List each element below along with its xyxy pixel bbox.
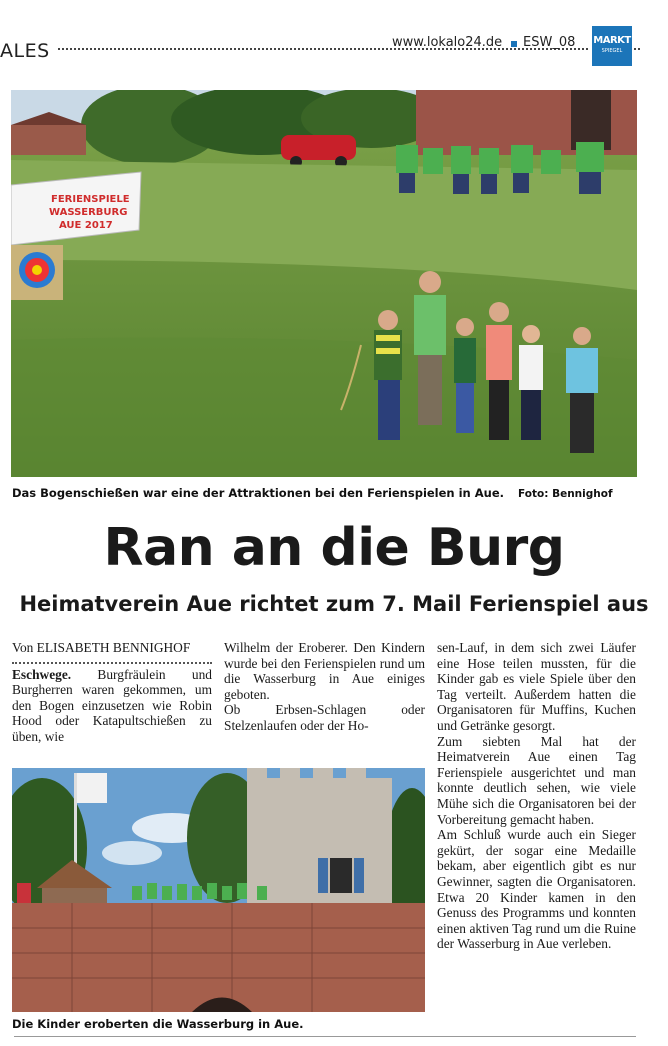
- article-column-3: [437, 640, 636, 952]
- article-column-1: [12, 640, 212, 745]
- logo-text: MARKT: [593, 35, 631, 46]
- photo1-caption: Das Bogenschießen war eine der Attraktionen bei den Ferienspielen in Aue.: [12, 486, 505, 500]
- column-1-text: Burgfräulein und Burgherren waren gekommen, um den Bogen einzusetzen wie Robin Hood oder Katapultschießen zu üben, wie: [12, 666, 212, 744]
- column-1-lead: [12, 667, 212, 745]
- banner-line-1: FERIENSPIELE: [51, 194, 130, 205]
- article-subheadline: Heimatverein Aue richtet zum 7. Mail Ferienspiel aus: [19, 592, 649, 616]
- column-3-paragraph-3: Am Schluß wurde auch ein Sieger gekürt, der sogar eine Medaille bekam, aber eigentlich gibt es nur Gewinner, sagten die Organisatoren. Etwa 20 Kinder kamen in den Genuss des Programms und konnten einen aktiven Tag rund um die Ruine der Wasserburg in Aue verleben.: [437, 827, 636, 952]
- header-dotted-rule: [58, 48, 588, 50]
- photo1-credit: Foto: Bennighof: [518, 488, 613, 500]
- section-label: ALES: [0, 40, 50, 62]
- column-3-paragraph-1: sen-Lauf, in dem sich zwei Läufer eine Hose teilen mussten, für die Kinder gab es viele Spiele über den Tag verteilt. Außerdem hatten die Organisatoren für Muffins, Kuchen und Getränke gesorgt.: [437, 640, 636, 733]
- markt-spiegel-logo: [592, 26, 632, 66]
- archery-photo-graphic: [11, 90, 637, 477]
- dateline: Eschwege.: [12, 666, 72, 682]
- column-3-paragraph-2: Zum siebten Mal hat der Heimatverein Aue einen Tag Ferienspiele ausgerichtet und man konnte deutlich sehen, wie viele Mühe sich die Organisatoren bei der Vorbereitung gemacht haben.: [437, 733, 636, 827]
- separator-square-icon: [511, 41, 517, 47]
- castle-photo-graphic: [12, 768, 425, 1012]
- archery-photo: [11, 90, 637, 477]
- page-number: ESW_08: [523, 35, 576, 50]
- photo2-caption: Die Kinder eroberten die Wasserburg in Aue.: [12, 1017, 304, 1031]
- website-url[interactable]: www.lokalo24.de: [392, 35, 503, 50]
- byline: Von ELISABETH BENNIGHOF: [12, 640, 191, 655]
- article-column-2: [224, 640, 425, 734]
- article-headline: Ran an die Burg: [103, 518, 565, 578]
- photo1-caption-row: [12, 486, 632, 500]
- header-dotted-rule-tail: [634, 48, 640, 50]
- column-2-paragraph-1: Wilhelm der Eroberer. Den Kindern wurde bei den Ferienspielen rund um die Wasserburg in Aue einiges geboten.: [224, 640, 425, 702]
- banner-line-3: AUE 2017: [59, 220, 113, 231]
- page-bottom-rule: [14, 1036, 636, 1037]
- column-2-paragraph-2: Ob Erbsen-Schlagen oder Stelzenlaufen oder der Ho-: [224, 702, 425, 733]
- logo-subtext: SPIEGEL: [601, 48, 623, 54]
- castle-photo: [12, 768, 425, 1012]
- banner-line-2: WASSERBURG: [49, 207, 128, 218]
- byline-dotted-rule: [12, 662, 212, 664]
